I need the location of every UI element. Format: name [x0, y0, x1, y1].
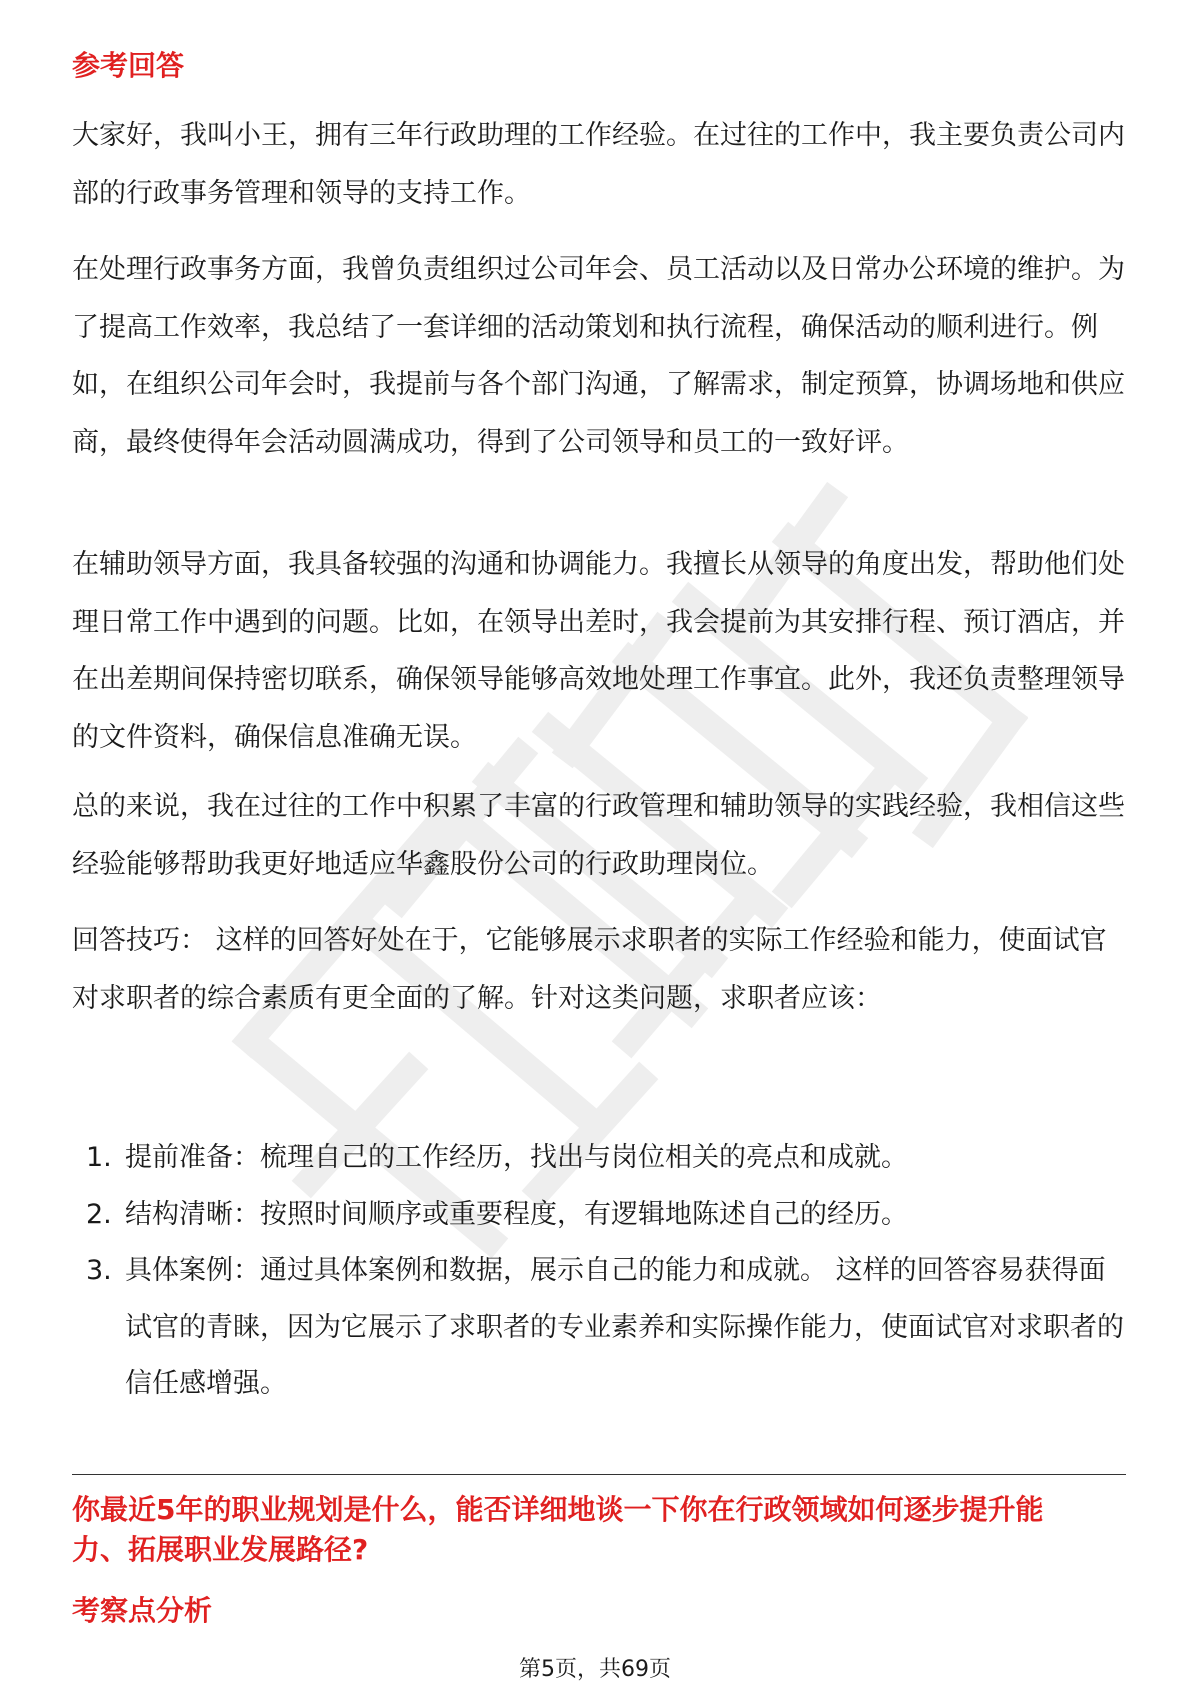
paragraph-answer-tips: 回答技巧： 这样的回答好处在于，它能够展示求职者的实际工作经验和能力，使面试官对求职者的综合素质有更全面的了解。针对这类问题，求职者应该：: [72, 925, 1107, 1014]
list-number: 1.: [86, 1142, 112, 1173]
next-question-title: 你最近5年的职业规划是什么，能否详细地谈一下你在行政领域如何逐步提升能力、拓展职业发展路径?: [72, 1493, 1044, 1566]
list-number: 2.: [86, 1198, 112, 1230]
page-footer: 第5页，共69页: [519, 1657, 671, 1682]
section-divider: [72, 1474, 1126, 1475]
section-heading-answer: 参考回答: [72, 49, 185, 82]
paragraph-leader-support: 在辅助领导方面，我具备较强的沟通和协调能力。我擅长从领导的角度出发，帮助他们处理日常工作中遇到的问题。比如，在领导出差时，我会提前为其安排行程、预订酒店，并在出差期间保持密切联系，确保领导能够高效地处理工作事宜。此外，我还负责整理领导的文件资料，确保信息准确无误。: [72, 549, 1125, 753]
list-number: 3.: [86, 1255, 112, 1286]
paragraph-admin-affairs: 在处理行政事务方面，我曾负责组织过公司年会、员工活动以及日常办公环境的维护。为了提高工作效率，我总结了一套详细的活动策划和执行流程，确保活动的顺利进行。例如，在组织公司年会时，我提前与各个部门沟通，了解需求，制定预算，协调场地和供应商，最终使得年会活动圆满成功，得到了公司领导和员工的一致好评。: [72, 254, 1125, 458]
list-item: [72, 1187, 1126, 1244]
section-heading-analysis: 考察点分析: [72, 1594, 213, 1627]
paragraph-intro: 大家好，我叫小王，拥有三年行政助理的工作经验。在过往的工作中，我主要负责公司内部的行政事务管理和领导的支持工作。: [72, 120, 1125, 209]
list-item: [72, 1130, 1126, 1187]
paragraph-summary: 总的来说，我在过往的工作中积累了丰富的行政管理和辅助领导的实践经验，我相信这些经验能够帮助我更好地适应华鑫股份公司的行政助理岗位。: [72, 791, 1125, 880]
list-item-text: 结构清晰：按照时间顺序或重要程度，有逻辑地陈述自己的经历。: [125, 1198, 908, 1230]
list-item-text: 提前准备：梳理自己的工作经历，找出与岗位相关的亮点和成就。: [125, 1142, 908, 1173]
list-item-text: 具体案例：通过具体案例和数据，展示自己的能力和成就。 这样的回答容易获得面试官的青睐，因为它展示了求职者的专业素养和实际操作能力，使面试官对求职者的信任感增强。: [125, 1255, 1124, 1399]
list-item: [72, 1243, 1126, 1413]
tips-list: [72, 1130, 1126, 1413]
